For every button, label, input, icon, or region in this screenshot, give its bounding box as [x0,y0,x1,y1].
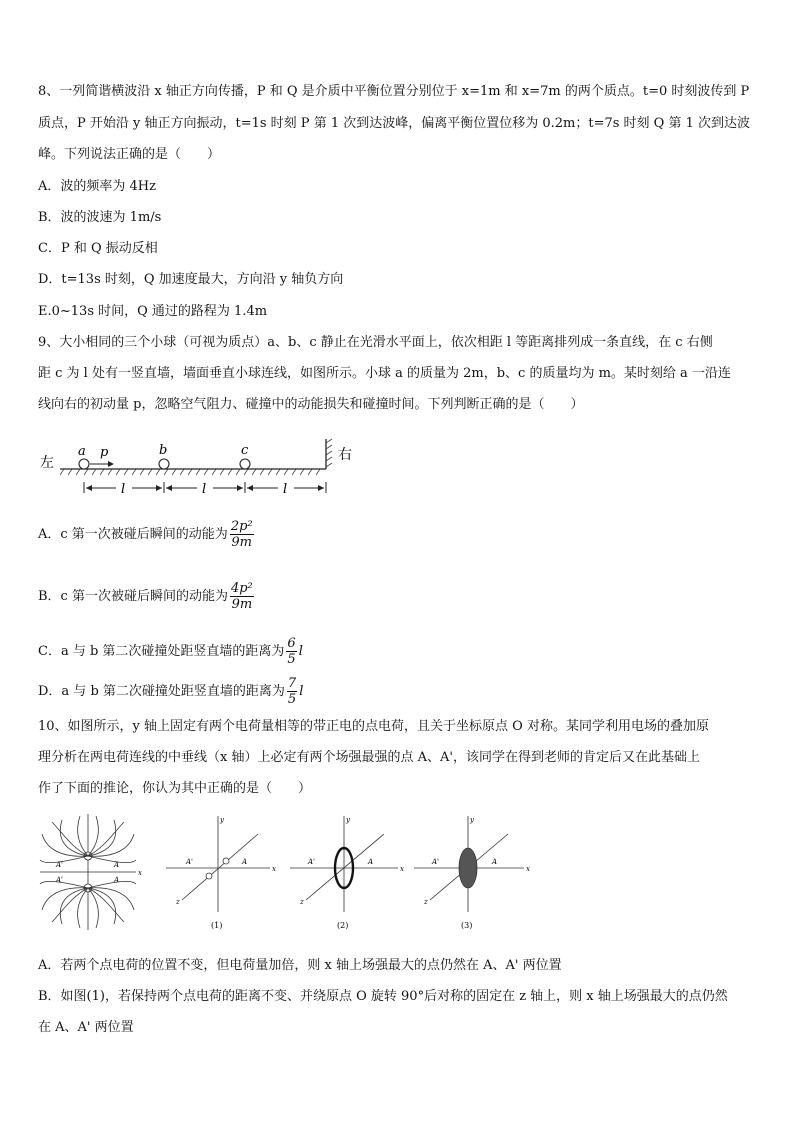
left-label: 左 [40,455,54,471]
svg-text:A: A [492,858,498,866]
momentum-label: p [100,445,109,460]
svg-text:A': A' [56,876,63,884]
svg-text:A': A' [56,861,63,869]
q10-option-b-line1: B．如图(1)，若保持两个点电荷的距离不变、并绕原点 O 旋转 90°后对称的固定在 z 轴上，则 x 轴上场强最大的点仍然 [38,989,728,1004]
spacing-label-1: l [121,482,126,497]
ball-c [240,459,250,469]
fraction: $\frac{6}{5}$ [287,636,296,667]
wall-hatching [326,439,332,467]
svg-text:x: x [526,865,530,873]
svg-text:A: A [242,858,248,866]
fraction: $\frac{\text{4p²}}{9m}$ [230,581,253,612]
svg-text:A: A [114,876,120,884]
right-label: 右 [338,447,352,463]
q9-stem-line2: 距 c 为 l 处有一竖直墙，墙面垂直小球连线，如图所示。小球 a 的质量为 2m，b、c 的质量均为 m。某时刻给 a 一沿连 [38,366,731,381]
svg-text:A: A [368,858,374,866]
svg-text:y: y [470,816,474,824]
svg-text:A': A' [308,858,315,866]
spacing-label-3: l [283,482,288,497]
q8-option-e: E.0~13s 时间，Q 通过的路程为 1.4m [38,304,268,319]
q10-stem-line3: 作了下面的推论，你认为其中正确的是（ ） [38,781,312,796]
svg-text:A: A [114,861,120,869]
figure-1-label: (1) [211,921,223,930]
q9-stem-line1: 9、大小相同的三个小球（可视为质点）a、b、c 静止在光滑水平面上，依次相距 l 等距离排列成一条直线，在 c 右侧 [38,335,713,350]
ball-c-label: c [241,443,249,458]
svg-text:y: y [220,816,224,824]
svg-text:A': A' [432,858,439,866]
q9-ball-wall-figure [38,435,368,505]
fraction: $\frac{7}{5}$ [287,676,297,707]
ball-a-label: a [78,444,86,459]
q8-option-c: C．P 和 Q 振动反相 [38,241,158,256]
q9-option-d: D．a 与 b 第二次碰撞处距竖直墙的距离为 $\frac{7}{5}$ l [38,676,304,707]
spacing-label-2: l [202,482,207,497]
svg-text:x: x [400,865,404,873]
q9-stem-line3: 线向右的初动量 p，忽略空气阻力、碰撞中的动能损失和碰撞时间。下列判断正确的是（ ） [38,397,584,412]
svg-text:y: y [346,816,350,824]
q9-option-b: B．c 第一次被碰后瞬间的动能为 $\frac{\text{4p²}}{9m}$ [38,581,253,612]
figure-2-label: (2) [337,921,349,930]
q10-option-a: A．若两个点电荷的位置不变，但电荷量加倍，则 x 轴上场强最大的点仍然在 A、A' 两位置 [38,958,562,973]
q10-stem-line1: 10、如图所示，y 轴上固定有两个电荷量相等的带正电的点电荷，且关于坐标原点 O 对称。某同学利用电场的叠加原 [38,719,709,734]
ball-b [159,459,169,469]
figure-1 [166,816,270,912]
svg-text:z: z [424,898,428,906]
svg-text:z: z [300,898,304,906]
ball-a [79,459,89,469]
field-lines-figure [40,814,136,930]
q8-stem-line1: 8、一列简谐横波沿 x 轴正方向传播，P 和 Q 是介质中平衡位置分别位于 x=1m 和 x=7m 的两个质点。t=0 时刻波传到 P [38,84,750,99]
ball-b-label: b [159,443,168,458]
q8-option-a: A．波的频率为 4Hz [38,179,156,194]
figure-2 [290,816,398,912]
q8-option-d: D．t=13s 时刻，Q 加速度最大，方向沿 y 轴负方向 [38,272,344,287]
q8-option-b: B．波的波速为 1m/s [38,210,162,225]
q9-option-a: A．c 第一次被碰后瞬间的动能为 $\frac{\text{2p²}}{9m}$ [38,519,253,550]
svg-text:z: z [176,898,180,906]
q8-stem-line2: 质点，P 开始沿 y 轴正方向振动，t=1s 时刻 P 第 1 次到达波峰，偏离平衡位置位移为 0.2m；t=7s 时刻 Q 第 1 次到达波 [38,116,751,131]
q10-option-b-line2: 在 A、A' 两位置 [38,1020,134,1035]
figure-3-label: (3) [461,921,473,930]
svg-text:A': A' [186,858,193,866]
q10-field-figures [36,812,536,940]
momentum-arrow-icon [108,461,114,467]
q9-option-c: C．a 与 b 第二次碰撞处距竖直墙的距离为 $\frac{6}{5}$ l [38,636,303,667]
fraction: $\frac{\text{2p²}}{9m}$ [230,519,253,550]
svg-text:x: x [272,865,276,873]
q10-stem-line2: 理分析在两电荷连线的中垂线（x 轴）上必定有两个场强最强的点 A、A'，该同学在得到老师的肯定后又在此基础上 [38,750,700,765]
q8-stem-line3: 峰。下列说法正确的是（ ） [38,147,221,162]
figure-3 [414,816,524,912]
ground-hatching [60,469,320,475]
svg-text:x: x [138,869,142,877]
